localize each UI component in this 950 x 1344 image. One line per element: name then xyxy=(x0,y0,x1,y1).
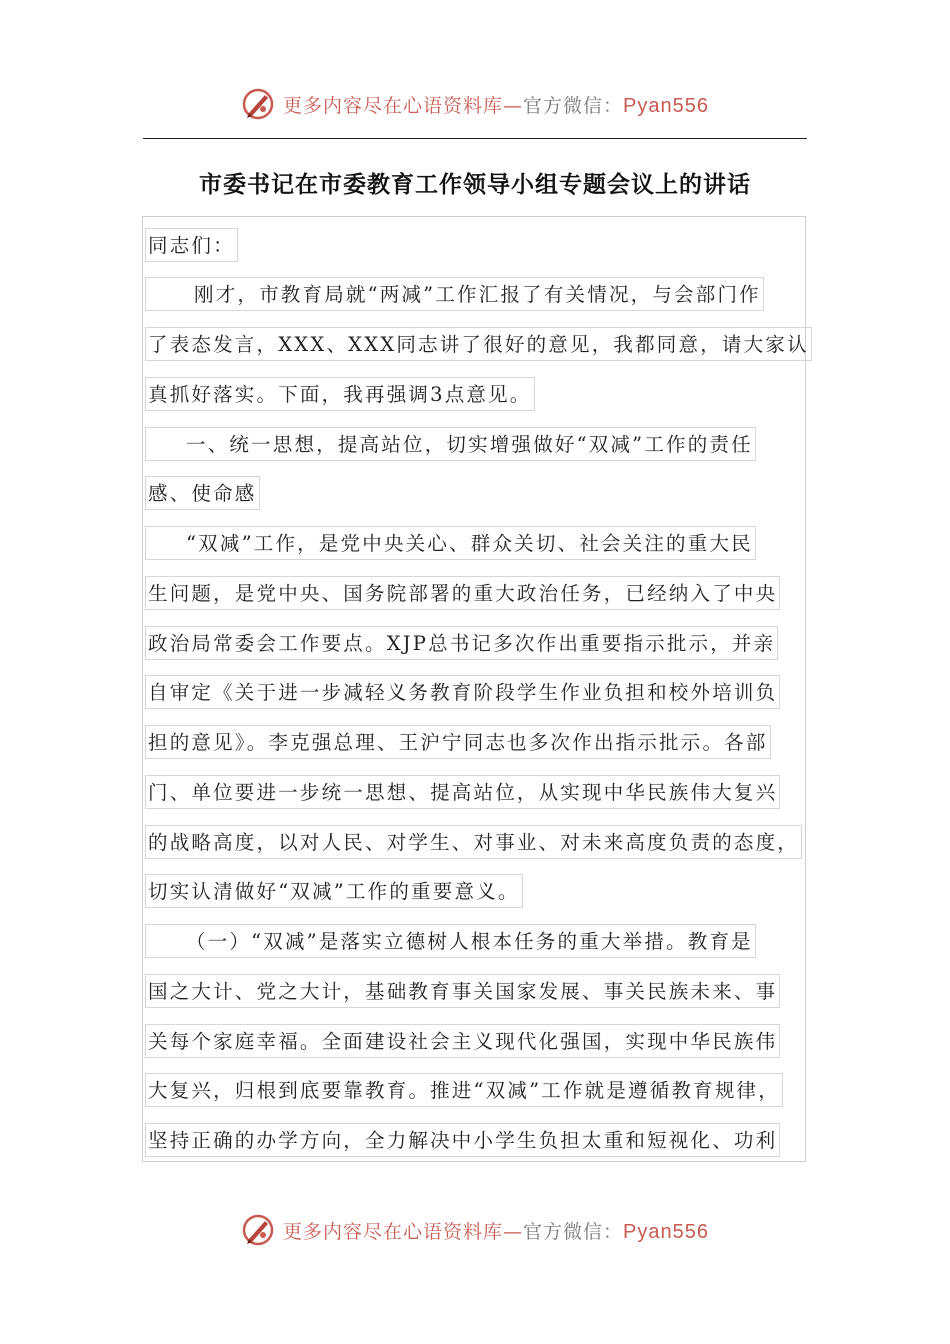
banner-dash: — xyxy=(503,94,524,117)
banner-wechat-id: Pyan556 xyxy=(623,1220,709,1243)
banner-wechat-label: 官方微信： xyxy=(523,1220,624,1243)
text-line: 同志们： xyxy=(145,228,238,262)
text-line: 门、单位要进一步统一思想、提高站位，从实现中华民族伟大复兴 xyxy=(145,775,780,809)
text-line: 国之大计、党之大计，基础教育事关国家发展、事关民族未来、事 xyxy=(145,974,780,1008)
text-line: 刚才，市教育局就“两减”工作汇报了有关情况，与会部门作 xyxy=(145,277,764,311)
text-line: “双减”工作，是党中央关心、群众关切、社会关注的重大民 xyxy=(145,526,756,560)
text-line: 生问题，是党中央、国务院部署的重大政治任务，已经纳入了中央 xyxy=(145,576,780,610)
text-line: 大复兴，归根到底要靠教育。推进“双减”工作就是遵循教育规律， xyxy=(145,1073,783,1107)
text-line: 担的意见》。李克强总理、王沪宁同志也多次作出指示批示。各部 xyxy=(145,725,771,759)
text-line: 政治局常委会工作要点。XJP总书记多次作出重要指示批示，并亲 xyxy=(145,626,778,660)
text-line: 真抓好落实。下面，我再强调3点意见。 xyxy=(145,377,535,411)
document-title: 市委书记在市委教育工作领导小组专题会议上的讲话 xyxy=(199,172,751,198)
top-banner xyxy=(0,84,950,124)
text-line: 切实认清做好“双减”工作的重要意义。 xyxy=(145,874,523,908)
text-line: 感、使命感 xyxy=(145,476,260,510)
text-line: 的战略高度，以对人民、对学生、对事业、对未来高度负责的态度， xyxy=(145,825,802,859)
bottom-banner xyxy=(0,1210,950,1250)
text-line: 自审定《关于进一步减轻义务教育阶段学生作业负担和校外培训负 xyxy=(145,675,780,709)
pen-circle-logo-icon xyxy=(241,1213,275,1247)
header-rule xyxy=(143,138,807,139)
text-line: 关每个家庭幸福。全面建设社会主义现代化强国，实现中华民族伟 xyxy=(145,1024,780,1058)
banner-wechat-id: Pyan556 xyxy=(623,94,709,117)
banner-main-text: 更多内容尽在心语资料库 xyxy=(283,1220,504,1243)
banner-dash: — xyxy=(503,1220,524,1243)
banner-wechat-label: 官方微信： xyxy=(523,94,624,117)
banner-main-text: 更多内容尽在心语资料库 xyxy=(283,94,504,117)
text-line: （一）“双减”是落实立德树人根本任务的重大举措。教育是 xyxy=(145,924,756,958)
text-line: 一、统一思想，提高站位，切实增强做好“双减”工作的责任 xyxy=(145,427,756,461)
pen-circle-logo-icon xyxy=(241,87,275,121)
text-line: 了表态发言，XXX、XXX同志讲了很好的意见，我都同意，请大家认 xyxy=(145,327,812,361)
text-line: 坚持正确的办学方向，全力解决中小学生负担太重和短视化、功利 xyxy=(145,1123,780,1157)
